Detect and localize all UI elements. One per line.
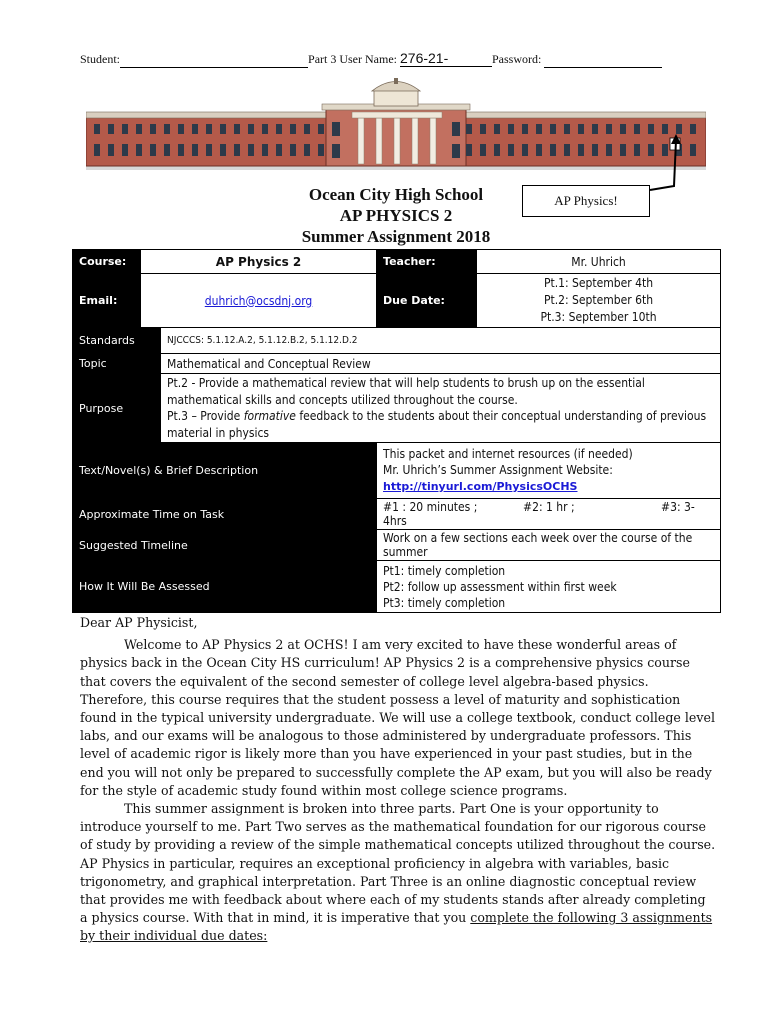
email-link[interactable]: duhrich@ocsdnj.org [204,293,313,308]
text-novel-value [377,443,721,499]
assessed-line: Pt3: timely completion [383,595,506,610]
topic-value: Mathematical and Conceptual Review [161,354,721,374]
part3-username-label: Part 3 User Name: [308,52,397,66]
letter-greeting: Dear AP Physicist, [80,615,198,630]
header-line [80,50,720,68]
time-part3: #3: 3-4hrs [383,500,695,528]
assessed-label: How It Will Be Assessed [73,561,377,613]
purpose-pt3: Pt.3 – Provide formative feedback to the students about their conceptual understanding of previous material in physics [167,409,707,440]
course-name: AP PHYSICS 2 [339,206,453,225]
table-row [73,250,721,274]
password-label: Password: [492,52,542,66]
table-row [73,328,721,354]
password-field[interactable] [544,52,662,68]
table-row [73,561,721,613]
table-row [73,443,721,499]
table-row [73,274,721,328]
due-dates [477,274,721,328]
text-line: This packet and internet resources (if needed) [383,447,633,461]
table-row [73,499,721,530]
teacher-label: Teacher: [377,250,477,274]
time-values [377,499,721,530]
purpose-value [161,374,721,443]
student-field[interactable] [120,52,308,68]
assessed-line: Pt2: follow up assessment within first week [383,579,617,594]
document-title [226,184,566,247]
purpose-pt2: Pt.2 - Provide a mathematical review that will help students to brush up on the essential mathematical skills and concepts utilized throughout the course. [167,376,645,407]
text-novel-label: Text/Novel(s) & Brief Description [73,443,377,499]
due-date-pt3: Pt.3: September 10th [540,310,657,324]
topic-label: Topic [73,354,161,374]
course-value: AP Physics 2 [141,250,377,274]
student-label: Student: [80,52,121,66]
table-row [73,530,721,561]
school-building-image [86,78,706,170]
assessed-line: Pt1: timely completion [383,563,506,578]
assignment-info-table [72,249,721,613]
standards-value: NJCCCS: 5.1.12.A.2, 5.1.12.B.2, 5.1.12.D.2 [161,328,721,354]
email-label: Email: [73,274,141,328]
letter-body [80,614,716,946]
letter-paragraph-1: Welcome to AP Physics 2 at OCHS! I am very excited to have these wonderful areas of physics back in the Ocean City HS curriculum! AP Physics 2 is a comprehensive physics course that covers the equivalent of the second semester of college level algebra-based physics. Therefore, this course requires that the student possess a level of maturity and sophistication found in the typical university undergraduate. We will use a college textbook, conduct college level labs, and our exams will be analogous to those administered by undergraduate professors. This level of academic rigor is likely more than you have experienced in your past studies, but in the end you will not only be prepared to successfully complete the AP exam, but you will also be ready for the style of academic study found within most college science programs. [80,637,715,798]
time-part1: #1 : 20 minutes ; [383,500,478,514]
table-row [73,354,721,374]
time-label: Approximate Time on Task [73,499,377,530]
username-field[interactable]: 276-21- [400,50,492,67]
table-row [73,374,721,443]
purpose-label: Purpose [73,374,161,443]
course-label: Course: [73,250,141,274]
assessed-value [377,561,721,613]
standards-label: Standards [73,328,161,354]
assignment-name: Summer Assignment 2018 [301,227,491,246]
time-part2: #2: 1 hr ; [523,500,575,514]
timeline-value: Work on a few sections each week over the course of the summer [377,530,721,561]
letter-paragraph-2: This summer assignment is broken into three parts. Part One is your opportunity to introduce yourself to me. Part Two serves as the mathematical foundation for our rigorous course of study by providing a review of the simple mathematical concepts utilized throughout the course. AP Physics in particular, requires an exceptional proficiency in algebra with variables, basic trigonometry, and graphical interpretation. Part Three is an online diagnostic conceptual review that provides me with feedback about where each of my students stands after already completing a physics course. With that in mind, it is imperative that you complete the following 3 assignments by their individual due dates: [80,801,716,944]
teacher-value: Mr. Uhrich [477,250,721,274]
website-link[interactable]: http://tinyurl.com/PhysicsOCHS [383,480,578,493]
school-name: Ocean City High School [308,185,484,204]
text-line: Mr. Uhrich’s Summer Assignment Website: [383,463,613,477]
due-date-pt1: Pt.1: September 4th [543,276,654,290]
due-date-pt2: Pt.2: September 6th [543,293,654,307]
ap-physics-callout: AP Physics! [522,185,650,217]
due-date-label: Due Date: [377,274,477,328]
timeline-label: Suggested Timeline [73,530,377,561]
